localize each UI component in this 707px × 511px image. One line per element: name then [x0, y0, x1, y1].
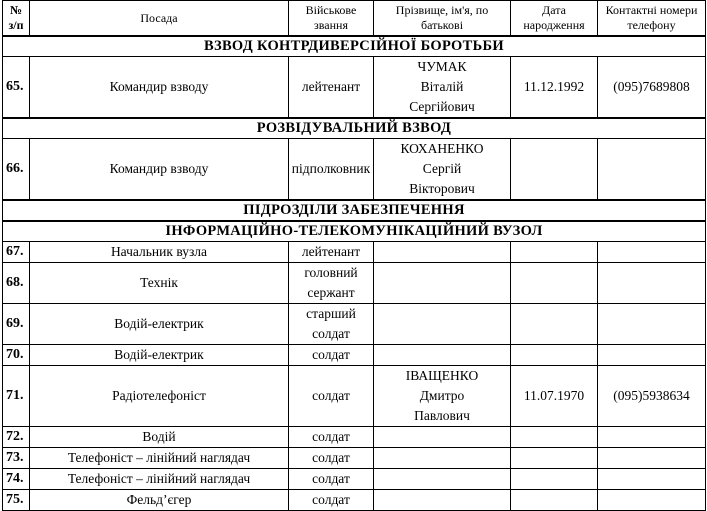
- table-row: [3, 304, 706, 345]
- row-rank: солдат: [289, 366, 374, 427]
- row-phone: [598, 490, 706, 511]
- row-dob: [511, 263, 598, 304]
- table-row: [3, 263, 706, 304]
- rank-line: солдат: [312, 326, 350, 341]
- patronymic: Вікторович: [409, 181, 475, 196]
- row-name: [374, 469, 511, 490]
- row-number: 73.: [3, 448, 30, 469]
- section-title: ПІДРОЗДІЛИ ЗАБЕЗПЕЧЕННЯ: [3, 200, 706, 221]
- row-phone: [598, 448, 706, 469]
- first-name: Віталій: [420, 79, 464, 94]
- row-position: Водій-електрик: [30, 345, 289, 366]
- row-number: 75.: [3, 490, 30, 511]
- table-row: [3, 57, 706, 119]
- section-title: РОЗВІДУВАЛЬНИЙ ВЗВОД: [3, 118, 706, 139]
- row-name: [374, 139, 511, 201]
- row-phone: [598, 139, 706, 201]
- table-row: [3, 345, 706, 366]
- rank-line: старший: [306, 306, 356, 321]
- row-name: [374, 242, 511, 263]
- row-name: [374, 366, 511, 427]
- row-rank: лейтенант: [289, 57, 374, 119]
- row-dob: [511, 242, 598, 263]
- personnel-table: [2, 0, 706, 511]
- table-row: [3, 448, 706, 469]
- header-num: № з/п: [3, 1, 30, 37]
- row-position: Водій-електрик: [30, 304, 289, 345]
- row-number: 69.: [3, 304, 30, 345]
- row-number: 66.: [3, 139, 30, 201]
- row-position: Командир взводу: [30, 139, 289, 201]
- row-number: 71.: [3, 366, 30, 427]
- row-rank: солдат: [289, 345, 374, 366]
- row-number: 67.: [3, 242, 30, 263]
- first-name: Дмитро: [419, 388, 465, 403]
- row-dob: 11.07.1970: [511, 366, 598, 427]
- row-rank: солдат: [289, 427, 374, 448]
- row-rank: солдат: [289, 490, 374, 511]
- rank-line: сержант: [307, 285, 355, 300]
- row-number: 65.: [3, 57, 30, 119]
- row-rank: [289, 304, 374, 345]
- table-row: [3, 366, 706, 427]
- row-rank: солдат: [289, 469, 374, 490]
- surname: КОХАНЕНКО: [400, 141, 484, 156]
- row-dob: 11.12.1992: [511, 57, 598, 119]
- row-position: Начальник вузла: [30, 242, 289, 263]
- row-phone: [598, 263, 706, 304]
- row-position: Командир взводу: [30, 57, 289, 119]
- row-rank: [289, 263, 374, 304]
- section-row: [3, 36, 706, 57]
- row-phone: [598, 304, 706, 345]
- row-name: [374, 57, 511, 119]
- table-row: [3, 139, 706, 201]
- row-phone: [598, 242, 706, 263]
- row-position: Водій: [30, 427, 289, 448]
- table-row: [3, 490, 706, 511]
- row-phone: [598, 345, 706, 366]
- row-name: [374, 490, 511, 511]
- row-number: 68.: [3, 263, 30, 304]
- row-position: Телефоніст – лінійний наглядач: [30, 469, 289, 490]
- row-position: Фельд’єгер: [30, 490, 289, 511]
- row-number: 72.: [3, 427, 30, 448]
- table-row: [3, 242, 706, 263]
- row-position: Технік: [30, 263, 289, 304]
- row-rank: підполковник: [289, 139, 374, 201]
- row-dob: [511, 304, 598, 345]
- row-phone: [598, 427, 706, 448]
- header-rank: Військове звання: [289, 1, 374, 37]
- row-name: [374, 263, 511, 304]
- row-position: Радіотелефоніст: [30, 366, 289, 427]
- row-phone: (095)5938634: [598, 366, 706, 427]
- surname: ІВАЩЕНКО: [405, 368, 479, 383]
- surname: ЧУМАК: [417, 59, 467, 74]
- row-name: [374, 427, 511, 448]
- row-rank: лейтенант: [289, 242, 374, 263]
- section-title: ВЗВОД КОНТРДИВЕРСІЙНОЇ БОРОТЬБИ: [3, 36, 706, 57]
- first-name: Сергій: [422, 161, 462, 176]
- section-title: ІНФОРМАЦІЙНО-ТЕЛЕКОМУНІКАЦІЙНИЙ ВУЗОЛ: [3, 221, 706, 242]
- table-row: [3, 427, 706, 448]
- patronymic: Павлович: [414, 408, 470, 423]
- row-dob: [511, 427, 598, 448]
- header-name: Прізвище, ім'я, по батькові: [374, 1, 511, 37]
- header-row: [3, 1, 706, 37]
- patronymic: Сергійович: [409, 99, 475, 114]
- row-name: [374, 304, 511, 345]
- row-phone: (095)7689808: [598, 57, 706, 119]
- section-row: [3, 118, 706, 139]
- row-dob: [511, 139, 598, 201]
- row-dob: [511, 448, 598, 469]
- row-dob: [511, 345, 598, 366]
- row-dob: [511, 469, 598, 490]
- row-number: 70.: [3, 345, 30, 366]
- row-name: [374, 345, 511, 366]
- row-rank: солдат: [289, 448, 374, 469]
- row-number: 74.: [3, 469, 30, 490]
- row-position: Телефоніст – лінійний наглядач: [30, 448, 289, 469]
- row-dob: [511, 490, 598, 511]
- rank-line: головний: [304, 265, 358, 280]
- section-row: [3, 200, 706, 221]
- header-phone: Контактні номери телефону: [598, 1, 706, 37]
- section-row: [3, 221, 706, 242]
- table-row: [3, 469, 706, 490]
- row-phone: [598, 469, 706, 490]
- header-dob: Дата народження: [511, 1, 598, 37]
- header-position: Посада: [30, 1, 289, 37]
- row-name: [374, 448, 511, 469]
